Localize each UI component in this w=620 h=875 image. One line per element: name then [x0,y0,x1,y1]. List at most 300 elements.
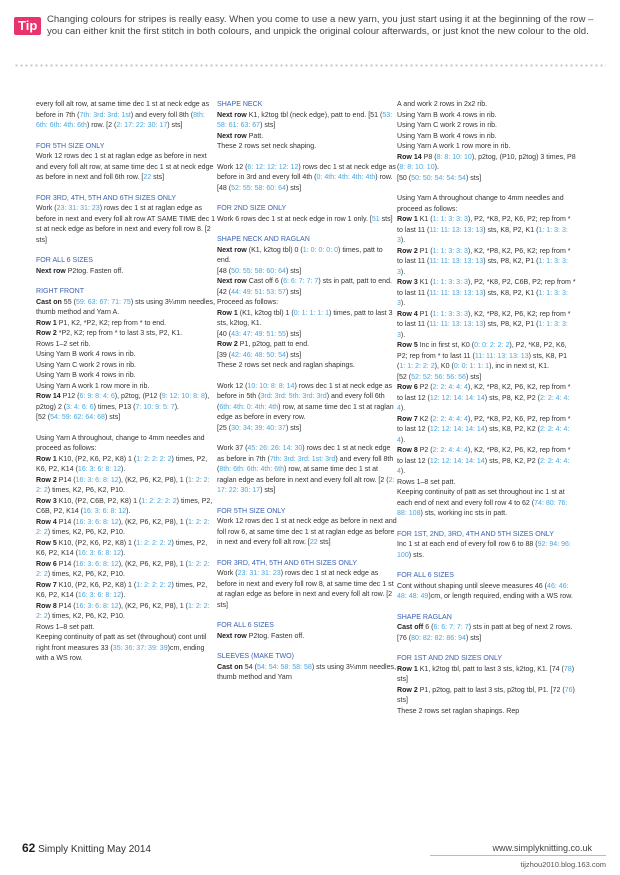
text-run: Patt. [246,132,264,140]
size-values: 2: 2: 4: 4: 4 [397,426,570,444]
size-values: 92: 94: 96: 100 [397,541,571,559]
text-run: ), P2, *K8, P2, C6B, P2; rep from * to last 11 ( [397,279,576,297]
dotted-divider [14,64,606,67]
section-heading [217,235,397,246]
row-label: Next row [36,267,66,275]
text-run: Work ( [36,205,57,212]
pattern-line [217,663,397,684]
text-run: ) sts using 3¼mm needles, thumb method and Yarn A. [36,298,216,316]
text-run: ) rows dec 1 st at neck edge as before in next and every foll row 8, at same time dec 1 st at raglan edge as before in next and every foll alt row. [2 sts] [217,570,394,609]
size-values: 30: 34: 39: 40: 37 [231,424,286,432]
size-values: 10: 10: 8: 8: 14 [247,382,295,390]
size-values: 16: 3: 6: 8: 12 [75,560,119,568]
pattern-line [36,623,216,634]
text-run: Work ( [217,570,238,577]
text-run: Keeping continuity of patt as set throughout inc 1 st at each end of next and every foll row 4 to 62 ( [397,489,565,507]
size-values: 59: 63: 67: 71: 75 [75,298,131,306]
text-run: K2 ( [417,415,433,423]
text-run: ) and every foll 8th ( [217,455,394,473]
pattern-line [217,309,397,330]
text-run: K10, (P2, K6, P2, K8) 1 ( [56,455,137,463]
text-run: sts] [317,539,331,546]
row-label: Row 5 [36,539,57,547]
text-run: sts] [379,215,393,223]
text-run: ) sts in patt at beg of next 2 rows. [76 ( [397,624,573,642]
text-run: ) times, K2, P6, K2, P10. [47,487,125,494]
row-label: Row 3 [397,279,418,286]
text-run: FOR 3RD, 4TH, 5TH AND 6TH SIZES ONLY [36,194,177,202]
text-run: ) sts in patt, patt to end. [318,278,392,285]
size-values: 44: 49: 51: 53: 57 [231,288,286,296]
size-values: 7: 10: 9: 5: 7 [135,403,175,411]
size-values: 51 [371,215,380,223]
pattern-line [217,288,397,299]
row-label: Row 7 [397,415,418,423]
text-run: ), inc in next st, K1. [489,363,550,370]
pattern-line [217,132,397,143]
text-run: )cm, or length required, ending with a WS row. [428,593,573,600]
pattern-line [217,382,397,424]
size-values: 1: 1: 3: 3: 3 [397,321,568,339]
text-run: Work 12 rows dec 1 st at raglan edge as before in next and every foll alt row, at same time dec 1 st at neck edge as before in next and foll 6th row. [ [36,153,214,181]
pattern-line [397,278,577,310]
size-values: 1: 1: 2: 2: 2 [399,363,435,370]
row-label: Cast off [397,624,424,631]
text-run: Work 37 ( [217,445,248,452]
watermark: tijzhou2010.blog.163.com [520,860,606,869]
row-label: Next row [217,278,247,285]
size-values: 1: 2: 2: 2: 2 [136,539,172,547]
row-label: Row 1 [397,216,418,223]
row-label: Row 8 [36,602,57,610]
size-values: 1: 2: 2: 2: 2 [36,518,210,536]
text-run: P12 ( [60,393,80,400]
pattern-line [217,351,397,362]
text-run: ), (K2, P6, K2, P8), 1 ( [118,476,189,484]
text-run: ) sts] [397,686,575,704]
text-run: Rows 1–2 set rib. [36,340,91,348]
pattern-line [36,350,216,361]
text-run: ) sts, P8, K2, P2 ( [484,457,540,465]
text-run: every foll alt row, at same time dec 1 st at neck edge as before in 7th ( [36,101,210,119]
text-run: ), K2, *P8, K2, P6, K2; rep from * to last 11 ( [397,310,571,328]
section-heading [36,142,216,153]
section-heading [397,571,577,582]
section-heading [36,287,216,298]
text-run: ) times, K2, P6, K2, P10. [47,529,125,536]
pattern-line [36,581,216,602]
text-run: ), P2, *K8, P2, K6, P2; rep from * to last 11 ( [397,342,567,360]
size-values: 1: 2: 2: 2: 2 [36,560,210,578]
row-label: Cast on [36,298,62,306]
text-run: FOR ALL 6 SIZES [397,572,454,579]
text-run: FOR 1ST, 2ND, 3RD, 4TH AND 5TH SIZES ONLY [397,530,554,538]
size-values: 1: 2: 2: 2: 2 [136,581,172,589]
pattern-line [397,373,577,384]
text-run: ), p2tog) 2 ( [36,393,210,411]
text-run: ) rows dec 1 st at raglan edge as before in next and every foll alt row AT SAME TIME dec 1 st at neck edge as before in next and every foll row 8. [2 sts] [36,205,215,244]
section-heading [217,652,397,663]
text-run: P2 ( [417,447,433,454]
section-heading [36,256,216,267]
size-values: 1: 0: 0: 0: 0 [302,246,339,254]
text-run: P2 ( [417,384,433,391]
size-values: 8th: 6th: 6th: 4th: 6th [36,111,205,129]
pattern-line [397,132,577,143]
text-run: Using Yarn B work 4 rows in rib. [397,132,497,140]
pattern-line [36,518,216,539]
text-run: [25 ( [217,424,232,432]
text-run: ) sts] [285,288,302,296]
size-values: 7th: 3rd: 3rd: 1st [79,111,131,119]
text-run: Inc 1 st at each end of every foll row 6 to 88 ( [397,541,538,548]
text-run: SHAPE RAGLAN [397,613,452,621]
text-run: Using Yarn A throughout change to 4mm needles and proceed as follows: [397,195,564,213]
text-run: ). [400,331,406,339]
size-values: 1: 1: 3: 3: 3 [432,247,468,255]
footer-left [22,841,151,855]
text-run: P14 ( [56,476,76,484]
pattern-line [36,602,216,623]
pattern-line [217,632,397,643]
pattern-line [397,341,577,373]
section-heading [397,613,577,624]
text-run: ), (K2, P6, K2, P8), 1 ( [118,602,189,610]
text-run: Using Yarn B work 4 rows in rib. [397,111,497,119]
text-run: ). [126,508,131,515]
size-values: 6th: 4th: 0: 4th: 4th [219,403,279,411]
size-values: 0: 0: 1: 1: 1 [453,363,490,370]
text-run: Cast off 6 ( [246,278,284,285]
tip-box [14,14,604,37]
text-run: ) times, P2, C6B, P2, K14 ( [36,497,213,515]
text-run: P14 ( [56,602,76,610]
text-run: K10, (P2, K6, P2, K8) 1 ( [56,581,137,589]
text-run: ) times, P2, K6, P2, K14 ( [36,539,208,557]
pattern-line [397,215,577,247]
text-run: ), p2tog, (P12 ( [114,393,162,400]
text-run: ). [121,592,126,599]
text-run: ). [174,403,180,411]
text-run: ) rows dec 1 st at neck edge as before in 5th ( [217,382,392,400]
text-run: ) sts] [285,267,302,275]
section-heading [217,559,397,570]
text-run: These 2 rows set raglan shapings. Rep [397,707,520,715]
text-run: Inc in first st, K0 ( [417,342,475,349]
pattern-line [397,665,577,686]
text-run: ) times, P13 ( [93,403,136,411]
row-label: Next row [217,132,247,140]
text-run: ) row, at same time dec 1 st at raglan edge as before in every row. [217,403,394,421]
size-values: 1: 2: 2: 2: 2 [36,602,210,620]
pattern-line [36,340,216,351]
pattern-line [217,424,397,435]
size-values: 43: 47: 49: 51: 55 [231,330,286,338]
text-run: FOR 5TH SIZE ONLY [36,142,105,150]
size-values: 16: 3: 6: 8: 12 [77,466,122,473]
text-run: These 2 rows set neck and raglan shapings. [217,362,355,369]
row-label: Row 2 [397,686,418,694]
size-values: 2: 17: 22: 30: 17 [116,122,168,129]
pattern-line [217,330,397,341]
size-values: 12: 12: 14: 14: 14 [429,394,485,402]
row-label: Row 8 [397,447,418,454]
size-values: 16: 3: 6: 8: 12 [83,508,127,515]
text-run: [52 ( [397,373,412,381]
page-number: 62 [22,841,36,855]
pattern-line [217,142,397,153]
text-run: K1, k2tog tbl (neck edge), patt to end. [51 ( [246,111,383,119]
section-heading [217,621,397,632]
section-heading [217,100,397,111]
pattern-line [397,623,577,644]
section-heading [397,530,577,541]
row-label: Row 1 [36,319,57,327]
row-label: Row 6 [36,560,57,568]
row-label: Row 1 [36,455,57,463]
size-values: 35: 36: 37: 39: 39 [112,644,168,652]
text-run: ) sts. [408,551,425,559]
text-run: [42 ( [217,288,232,296]
size-values: 0: 4th: 4th: 4th: 4th [316,174,376,181]
size-values: 1: 2: 2: 2: 2 [141,497,177,505]
pattern-line [397,121,577,132]
text-run: FOR 3RD, 4TH, 5TH AND 6TH SIZES ONLY [217,559,358,567]
pattern-line [397,478,577,489]
size-values: 22 [143,174,152,181]
text-run: ) times, patt to last 3 sts, k2tog, K1. [217,309,393,327]
size-values: 0: 1: 1: 1: 1 [293,309,330,317]
text-run: ), P2, *K8, P2, K6, P2, rep from * to last 12 ( [397,415,571,433]
text-run: ), K2, *P8, K2, P6, K2, rep from * to last 12 ( [397,447,571,465]
text-run: ) sts] [260,487,276,494]
row-label: Row 7 [36,581,57,589]
size-values: 1: 2: 2: 2: 2 [136,455,172,463]
size-values: 1: 1: 3: 3: 3 [397,226,568,244]
text-run: FOR 5TH SIZE ONLY [217,507,286,515]
text-run: ) and every foll 6th ( [217,393,385,411]
text-run: P1 ( [417,247,433,255]
size-values: 11: 11: 13: 13: 13 [429,289,484,297]
text-run: ). [400,405,406,412]
row-label: Row 14 [397,153,422,161]
text-run: 6 ( [423,624,434,631]
text-run: ) times, K2, P6, K2, P10. [47,571,125,578]
pattern-line [217,163,397,184]
text-run: ) sts, K8, P2, K2 ( [484,426,540,433]
size-values: 2: 17: 22: 30: 17 [217,476,395,494]
text-run: Using Yarn A work 1 row more in rib. [36,382,150,390]
text-run: Using Yarn C work 2 rows in rib. [397,122,497,129]
text-run: Rows 1–8 set patt. [36,623,95,631]
section-heading [397,654,577,665]
text-run: ) sts] [465,634,482,642]
pattern-line [397,383,577,415]
size-values: 11: 11: 13: 13: 13 [429,226,484,234]
text-run: Rows 1–8 set patt. [397,478,456,486]
text-run: K1 ( [417,216,433,223]
pattern-line [217,444,397,497]
pattern-line [36,329,216,340]
size-values: 2: 2: 4: 4: 4 [432,384,468,391]
size-values: 8th: 6th: 6th: 4th: 6th [219,466,285,473]
pattern-line [397,153,577,174]
text-run: [50 ( [397,174,412,182]
text-run: Using Yarn C work 2 rows in rib. [36,361,136,369]
text-run: P14 ( [56,518,76,526]
pattern-line [217,569,397,611]
magazine-title: Simply Knitting May 2014 [38,844,151,855]
text-run: ). [434,164,439,171]
text-run: Using Yarn B work 4 rows in rib. [36,372,136,379]
text-run: ) row. [375,174,393,181]
row-label: Next row [217,632,247,640]
pattern-line [36,633,216,665]
text-run: ) times, patt to end. [217,246,383,264]
size-values: 6: 6: 7: 7: 7 [283,278,319,285]
text-run: RIGHT FRONT [36,288,85,295]
size-values: 12: 12: 14: 14: 14 [429,426,485,433]
pattern-line [36,560,216,581]
size-values: 16: 3: 6: 8: 12 [75,602,119,610]
pattern-line [397,310,577,342]
size-values: 6: 12: 12: 12: 12 [247,163,299,171]
text-run: K1 ( [417,279,433,286]
size-values: 78 [563,665,572,673]
pattern-line [36,267,216,278]
size-values: 2: 2: 4: 4: 4 [432,415,468,423]
text-run: Work 6 rows dec 1 st at neck edge in row 1 only. [ [217,215,372,223]
pattern-line [397,446,577,478]
text-run: [39 ( [217,351,232,359]
size-values: 42: 46: 48: 50: 54 [231,351,286,359]
pattern-line [397,194,577,215]
column-left [36,100,216,665]
pattern-line [397,100,577,111]
pattern-line [217,111,397,132]
size-values: 9: 12: 10: 8: 8 [161,393,205,400]
text-run: sts] [151,174,165,181]
row-label: Row 4 [36,518,57,526]
text-run: ) sts] [285,351,302,359]
pattern-line [217,361,397,372]
website-url: www.simplyknitting.co.uk [492,843,592,853]
size-values: 11: 11: 13: 13: 13 [474,352,529,360]
footer-divider [430,855,606,856]
text-run: Work 12 rows dec 1 st at neck edge as before in next and foll row 6, at same time dec 1 st at raglan edge as before in next and every foll alt row. [ [217,518,397,546]
size-values: 1: 2: 2: 2: 2 [36,476,210,494]
text-run: ) sts using 3¼mm needles, thumb method and Yarn [217,663,397,681]
text-run: ), K0 ( [434,363,454,370]
text-run: ) sts, K8, P2, K1 ( [483,289,539,297]
pattern-line [217,517,397,549]
section-heading [217,507,397,518]
pattern-line [36,382,216,393]
text-run: ), (K2, P6, K2, P8), 1 ( [118,560,189,568]
text-run: P1, p2tog, patt to last 3 sts, p2tog tbl, P1. [72 ( [417,686,565,694]
pattern-line [397,488,577,520]
size-values: 3: 4: 6: 6 [66,403,94,411]
text-run: ) rows dec 1 st at neck edge as before in 3rd and every foll 4th ( [217,163,396,181]
pattern-line [397,111,577,122]
text-run: [40 ( [217,330,232,338]
text-run: SLEEVES (MAKE TWO) [217,653,295,660]
column-middle [217,100,397,684]
row-label: Row 14 [36,393,61,400]
text-run: ) sts] [397,665,575,683]
text-run: P1, K2, *P2, K2; rep from * to end. [56,319,167,327]
row-label: Cast on [217,663,243,671]
text-run: [48 ( [217,184,232,192]
text-run: ), (K2, P6, K2, P8), 1 ( [118,518,189,526]
size-values: 2: 2: 4: 4: 4 [432,447,468,454]
tip-badge: Tip [14,17,41,35]
text-run: P1, p2tog, patt to end. [237,341,310,348]
pattern-line [217,277,397,288]
size-values: 54: 59: 62: 64: 68 [50,414,105,421]
pattern-line [36,392,216,413]
text-run: )cm, ending with a WS row. [36,644,205,662]
pattern-line [36,539,216,560]
size-values: 52: 52: 56: 56: 56 [411,373,466,381]
text-run: FOR ALL 6 SIZES [217,622,274,629]
size-values: 16: 3: 6: 8: 12 [75,518,119,526]
pattern-line [397,247,577,279]
text-run: A and work 2 rows in 2x2 rib. [397,101,488,108]
pattern-line [36,100,216,132]
size-values: 6: 9: 8: 4: 6 [79,393,115,400]
size-values: 1: 1: 3: 3: 3 [432,279,468,286]
text-run: ) sts, P8, K2, P2 ( [484,394,540,402]
text-run: FOR ALL 6 SIZES [36,257,93,264]
text-run: ) sts] [465,373,482,381]
text-run: ), p2tog, (P10, p2tog) 3 times, P8 ( [397,153,576,171]
text-run: Using Yarn A throughout, change to 4mm needles and proceed as follows: [36,434,205,452]
size-values: 45: 26: 26: 14: 30 [247,445,303,452]
text-run: 55 ( [61,298,76,306]
size-values: 53: 58: 61: 63: 67 [217,111,393,129]
pattern-line [397,540,577,561]
text-run: ), K2, *P8, K2, P6, K2, rep from * to last 12 ( [397,384,571,402]
size-values: 8: 8: 10: 10 [399,164,435,171]
pattern-line [36,434,216,455]
size-values: 50: 50: 54: 54: 54 [411,174,466,182]
pattern-line [36,413,216,424]
text-run: (K1, k2tog tbl) 1 ( [237,309,294,317]
text-run: ). [400,436,406,444]
text-run: *P2, K2; rep from * to last 3 sts, P2, K1. [56,330,183,337]
size-values: 22 [309,539,318,546]
text-run: P1 ( [417,310,433,318]
size-values: 3rd: 3rd: 5th: 3rd: 3rd [260,393,327,400]
size-values: 80: 82: 82: 86: 94 [411,634,466,642]
pattern-line [397,142,577,153]
size-values: 23: 31: 31: 23 [56,205,100,212]
pattern-line [397,707,577,718]
text-run: ) times, P2, K6, P2, K14 ( [36,581,208,599]
text-run: Work 12 ( [217,163,248,171]
size-values: 7th: 3rd: 3rd: 1st: 3rd [269,455,336,463]
pattern-line [36,319,216,330]
pattern-line [217,340,397,351]
size-values: 54: 54: 58: 58: 58 [256,663,312,671]
text-run: FOR 2ND SIZE ONLY [217,205,287,212]
pattern-line [36,455,216,476]
text-run: 54 ( [242,663,257,671]
text-run: ) sts] [104,414,121,421]
text-run: [52 ( [36,414,51,421]
pattern-line [36,298,216,319]
